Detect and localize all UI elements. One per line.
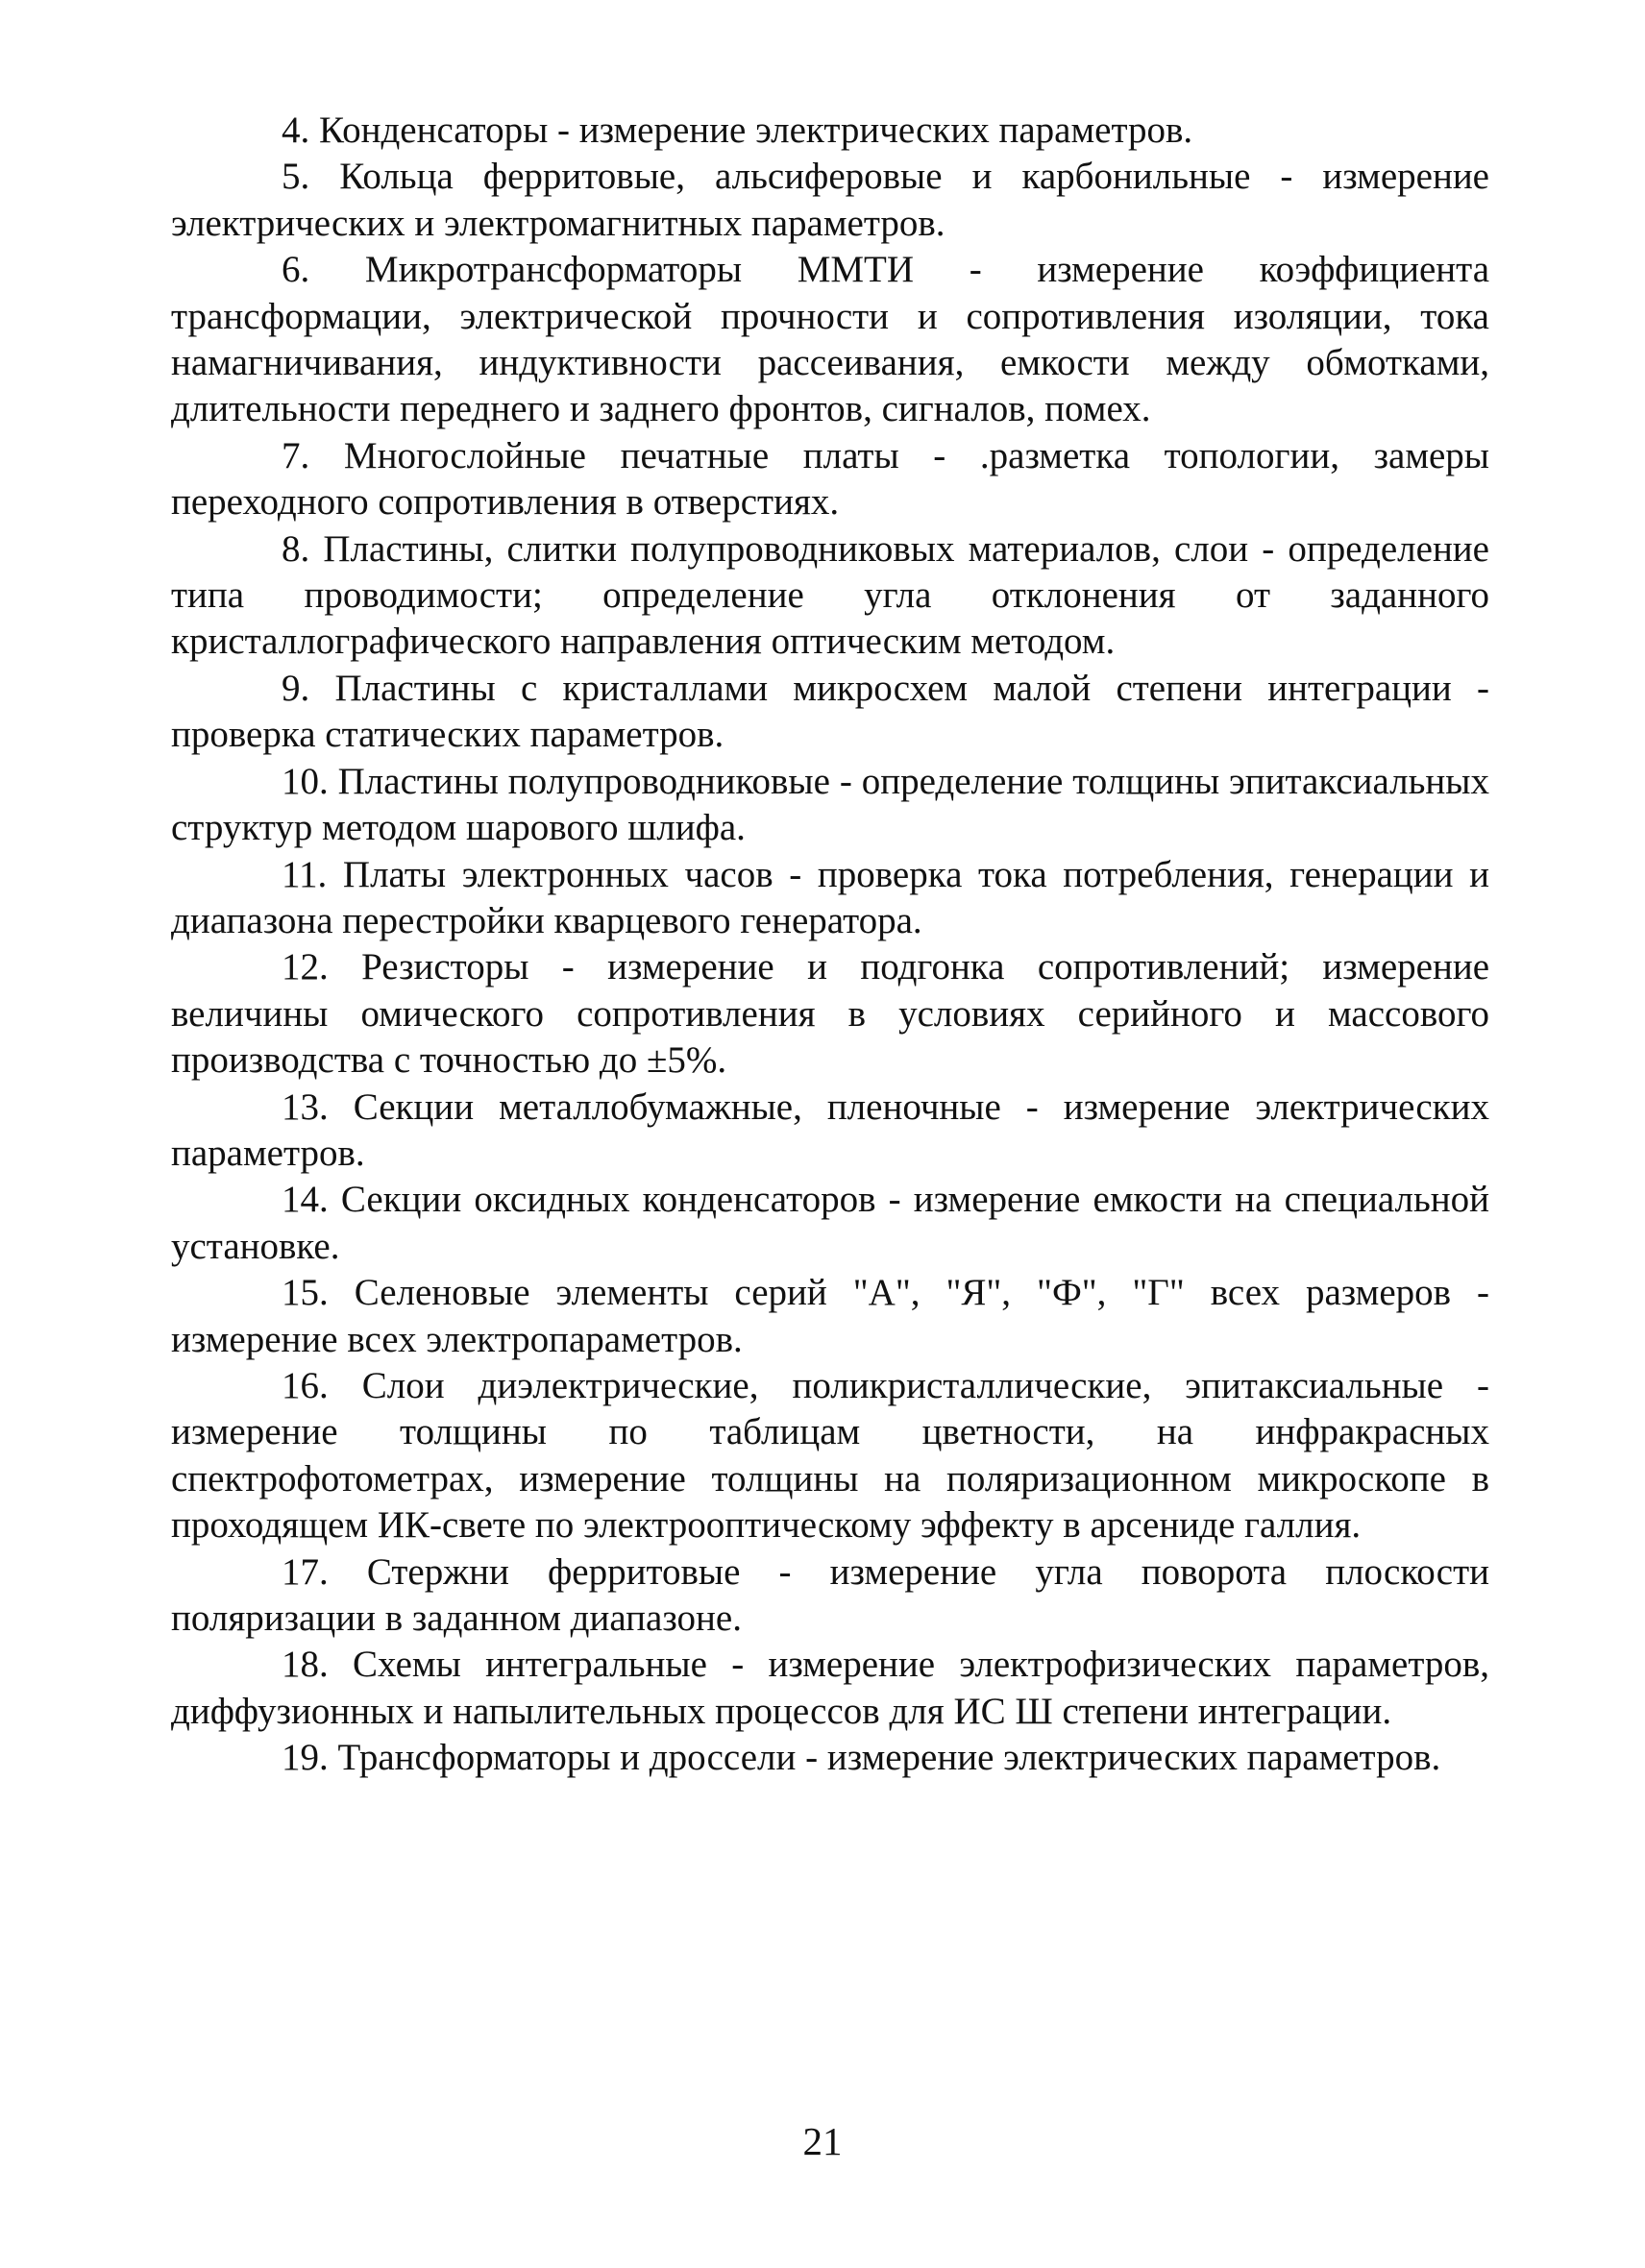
item-number: 13. <box>282 1085 329 1128</box>
item-number: 10. <box>282 760 329 802</box>
item-number: 9. <box>282 667 310 709</box>
page-number: 21 <box>802 2119 843 2163</box>
item-text: Пластины полупроводниковые - определение толщины эпитаксиальных структур методом шарового шлифа. <box>171 760 1489 849</box>
item-number: 7. <box>282 434 310 476</box>
item-text: Трансформаторы и дроссели - измерение электрических параметров. <box>337 1737 1441 1779</box>
item-number: 17. <box>282 1550 329 1593</box>
list-item <box>171 247 1489 433</box>
item-text: Схемы интегральные - измерение электрофизических параметров, диффузионных и напылительных процессов для ИС Ш степени интеграции. <box>171 1644 1490 1732</box>
list-item <box>171 852 1489 945</box>
list-item <box>171 1549 1489 1643</box>
item-text: Кольца ферритовые, альсиферовые и карбонильные - измерение электрических и электромагнитных параметров. <box>171 156 1489 244</box>
item-text: Пластины с кристаллами микросхем малой степени интеграции - проверка статических параметров. <box>171 667 1490 756</box>
item-number: 4. <box>282 110 310 151</box>
item-number: 12. <box>282 946 329 988</box>
item-text: Стержни ферритовые - измерение угла поворота плоскости поляризации в заданном диапазоне. <box>171 1550 1489 1639</box>
item-number: 19. <box>282 1737 329 1779</box>
page-text <box>171 108 1489 1782</box>
item-text: Резисторы - измерение и подгонка сопротивлений; измерение величины омического сопротивления в условиях серийного и массового производства с точностью до ±5%. <box>171 946 1489 1082</box>
item-text: Конденсаторы - измерение электрических параметров. <box>319 110 1193 151</box>
item-text: Слои диэлектрические, поликристаллические, эпитаксиальные - измерение толщины по таблицам цветности, на инфракрасных спектрофотометрах, измерение толщины на поляризационном микроскопе в проходящем ИК-свете по электрооптическому эффекту в арсениде галлия. <box>171 1364 1490 1547</box>
list-item <box>171 154 1489 247</box>
item-number: 8. <box>282 527 310 570</box>
item-text: Секции оксидных конденсаторов - измерение емкости на специальной установке. <box>171 1179 1490 1267</box>
item-number: 6. <box>282 249 310 291</box>
item-text: Микротрансформаторы ММТИ - измерение коэффициента трансформации, электрической прочности и сопротивления изоляции, тока намагничивания, индуктивности рассеивания, емкости между обмотками, длительности переднего и заднего фронтов, сигналов, помех. <box>171 249 1489 430</box>
list-item <box>171 108 1489 154</box>
list-item <box>171 944 1489 1084</box>
list-item <box>171 433 1489 526</box>
item-number: 14. <box>282 1179 329 1221</box>
item-number: 15. <box>282 1272 329 1314</box>
list-item <box>171 1735 1489 1781</box>
list-item <box>171 759 1489 852</box>
list-item <box>171 666 1489 759</box>
item-text: Пластины, слитки полупроводниковых материалов, слои - определение типа проводимости; определение угла отклонения от заданного кристаллографического направления оптическим методом. <box>171 527 1489 663</box>
item-text: Селеновые элементы серий "А", "Я", "Ф", "Г" всех размеров - измерение всех электропараметров. <box>171 1272 1489 1360</box>
list-item <box>171 1177 1489 1270</box>
list-item <box>171 1363 1489 1549</box>
item-text: Платы электронных часов - проверка тока потребления, генерации и диапазона перестройки кварцевого генератора. <box>171 853 1490 941</box>
item-number: 5. <box>282 156 310 198</box>
list-item <box>171 526 1489 666</box>
item-number: 11. <box>282 853 328 895</box>
list-item <box>171 1270 1489 1363</box>
item-number: 16. <box>282 1364 329 1406</box>
item-number: 18. <box>282 1644 329 1686</box>
list-item <box>171 1642 1489 1735</box>
item-text: Секции металлобумажные, пленочные - измерение электрических параметров. <box>171 1085 1489 1174</box>
item-text: Многослойные печатные платы - .разметка топологии, замеры переходного сопротивления в отверстиях. <box>171 434 1490 524</box>
list-item <box>171 1085 1489 1178</box>
